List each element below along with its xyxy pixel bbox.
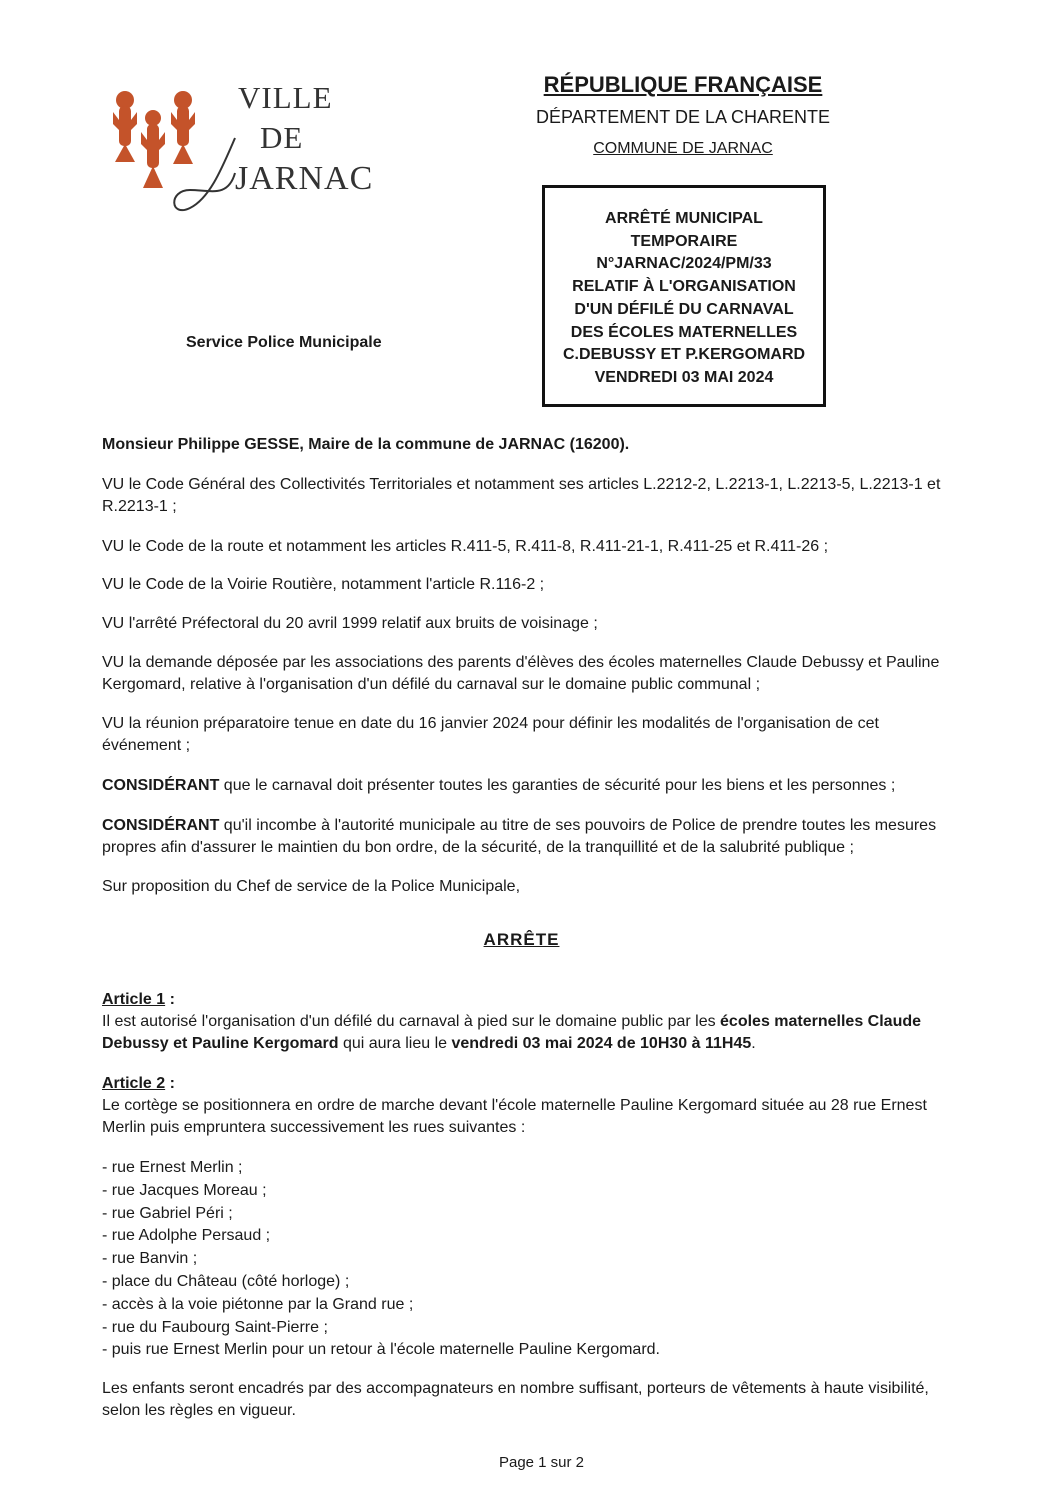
vu-paragraph <box>102 652 954 696</box>
vu-label: VU <box>102 715 125 732</box>
decree-line: TEMPORAIRE <box>630 232 738 250</box>
vu-text: la réunion préparatoire tenue en date du 16 janvier 2024 pour définir les modalités de l'organisation de cet événement ; <box>102 715 879 754</box>
decree-line: C.DEBUSSY ET P.KERGOMARD <box>562 346 806 364</box>
street-item: - rue Gabriel Péri ; <box>102 1204 233 1222</box>
page-number: Page 1 sur 2 <box>498 1454 585 1471</box>
street-item: - rue du Faubourg Saint-Pierre ; <box>102 1318 328 1336</box>
article-1-date: vendredi 03 mai 2024 de 10H30 à 11H45 <box>451 1035 752 1052</box>
decree-line: VENDREDI 03 MAI 2024 <box>594 368 774 386</box>
article-1-colon: : <box>165 991 175 1008</box>
article-1-text-part: Il est autorisé l'organisation d'un défilé du carnaval à pied sur le domaine public par les <box>102 1013 721 1030</box>
vu-paragraph <box>102 713 954 757</box>
street-item: - place du Château (côté horloge) ; <box>102 1272 350 1290</box>
article-1-text <box>102 1011 954 1055</box>
vu-paragraph <box>102 474 954 518</box>
article-1-title: Article 1 <box>102 991 166 1008</box>
vu-paragraph <box>102 613 954 635</box>
article-1-heading <box>102 989 954 1011</box>
article-2-intro: Le cortège se positionnera en ordre de marche devant l'école maternelle Pauline Kergomard située au 28 rue Ernest Merlin puis empruntera successivement les rues suivantes : <box>102 1097 927 1136</box>
article-1-schools: écoles maternelles Claude Debussy et Pauline Kergomard <box>102 1013 922 1052</box>
considerant-label: CONSIDÉRANT <box>102 817 220 834</box>
vu-paragraph <box>102 574 954 596</box>
decree-title-box <box>542 185 826 407</box>
department-heading: DÉPARTEMENT DE LA CHARENTE <box>535 107 831 127</box>
logo-text-jarnac: JARNAC <box>235 160 374 197</box>
logo-text-de: DE <box>260 120 304 155</box>
street-item: - puis rue Ernest Merlin pour un retour à l'école maternelle Pauline Kergomard. <box>102 1341 660 1359</box>
decree-line: N°JARNAC/2024/PM/33 <box>596 255 772 273</box>
street-item: - accès à la voie piétonne par la Grand rue ; <box>102 1295 414 1313</box>
mayor-line: Monsieur Philippe GESSE, Maire de la commune de JARNAC (16200). <box>102 436 630 453</box>
vu-label: VU <box>102 654 125 671</box>
logo-text-ville: VILLE <box>238 80 333 115</box>
vu-label: VU <box>102 476 125 493</box>
article-1-text-part: . <box>751 1035 756 1052</box>
decree-line: RELATIF À L'ORGANISATION <box>572 278 796 296</box>
considerant-label: CONSIDÉRANT <box>102 777 220 794</box>
vu-label: VU <box>102 615 125 632</box>
ville-de-jarnac-logo <box>110 78 390 238</box>
service-label: Service Police Municipale <box>186 334 382 351</box>
vu-label: VU <box>102 576 125 593</box>
decree-line: ARRÊTÉ MUNICIPAL <box>605 210 763 227</box>
street-item: - rue Adolphe Persaud ; <box>102 1227 271 1245</box>
considerant-text: que le carnaval doit présenter toutes les garanties de sécurité pour les biens et les personnes ; <box>223 777 896 794</box>
article-1-text-part: qui aura lieu le <box>338 1035 452 1052</box>
vu-text: l'arrêté Préfectoral du 20 avril 1999 relatif aux bruits de voisinage ; <box>128 615 598 632</box>
republic-heading: RÉPUBLIQUE FRANÇAISE <box>543 72 823 97</box>
vu-text: le Code Général des Collectivités Territoriales et notamment ses articles L.2212-2, L.2213-1, L.2213-5, L.2213-1 et R.2213-1 ; <box>102 476 941 515</box>
article-2-closing: Les enfants seront encadrés par des accompagnateurs en nombre suffisant, porteurs de vêtements à haute visibilité, selon les règles en vigueur. <box>102 1380 929 1419</box>
considerant-paragraph <box>102 815 954 859</box>
considerant-text: qu'il incombe à l'autorité municipale au titre de ses pouvoirs de Police de prendre toutes les mesures propres afin d'assurer le maintien du bon ordre, de la sécurité, de la tranquillité et de la salubrité publique ; <box>102 817 937 856</box>
article-2-heading <box>102 1073 954 1095</box>
street-item: - rue Ernest Merlin ; <box>102 1159 243 1176</box>
decree-line: D'UN DÉFILÉ DU CARNAVAL <box>574 300 794 318</box>
considerant-paragraph <box>102 775 954 797</box>
street-list <box>102 1157 660 1362</box>
proposition-line: Sur proposition du Chef de service de la Police Municipale, <box>102 878 521 895</box>
article-2-colon: : <box>165 1075 175 1092</box>
vu-label: VU <box>102 538 125 555</box>
decree-line: DES ÉCOLES MATERNELLES <box>570 323 798 341</box>
commune-heading: COMMUNE DE JARNAC <box>593 140 773 157</box>
arrete-heading: ARRÊTE <box>483 930 560 949</box>
street-item: - rue Banvin ; <box>102 1250 198 1268</box>
article-2-title: Article 2 <box>102 1075 166 1092</box>
street-item: - rue Jacques Moreau ; <box>102 1181 267 1199</box>
vu-paragraph <box>102 536 954 558</box>
vu-text: la demande déposée par les associations des parents d'élèves des écoles maternelles Claude Debussy et Pauline Kergomard, relative à l'organisation d'un défilé du carnaval sur le domaine public communal ; <box>102 654 940 693</box>
vu-text: le Code de la Voirie Routière, notamment l'article R.116-2 ; <box>128 576 545 593</box>
vu-text: le Code de la route et notamment les articles R.411-5, R.411-8, R.411-21-1, R.411-25 et R.411-26 ; <box>128 538 829 555</box>
